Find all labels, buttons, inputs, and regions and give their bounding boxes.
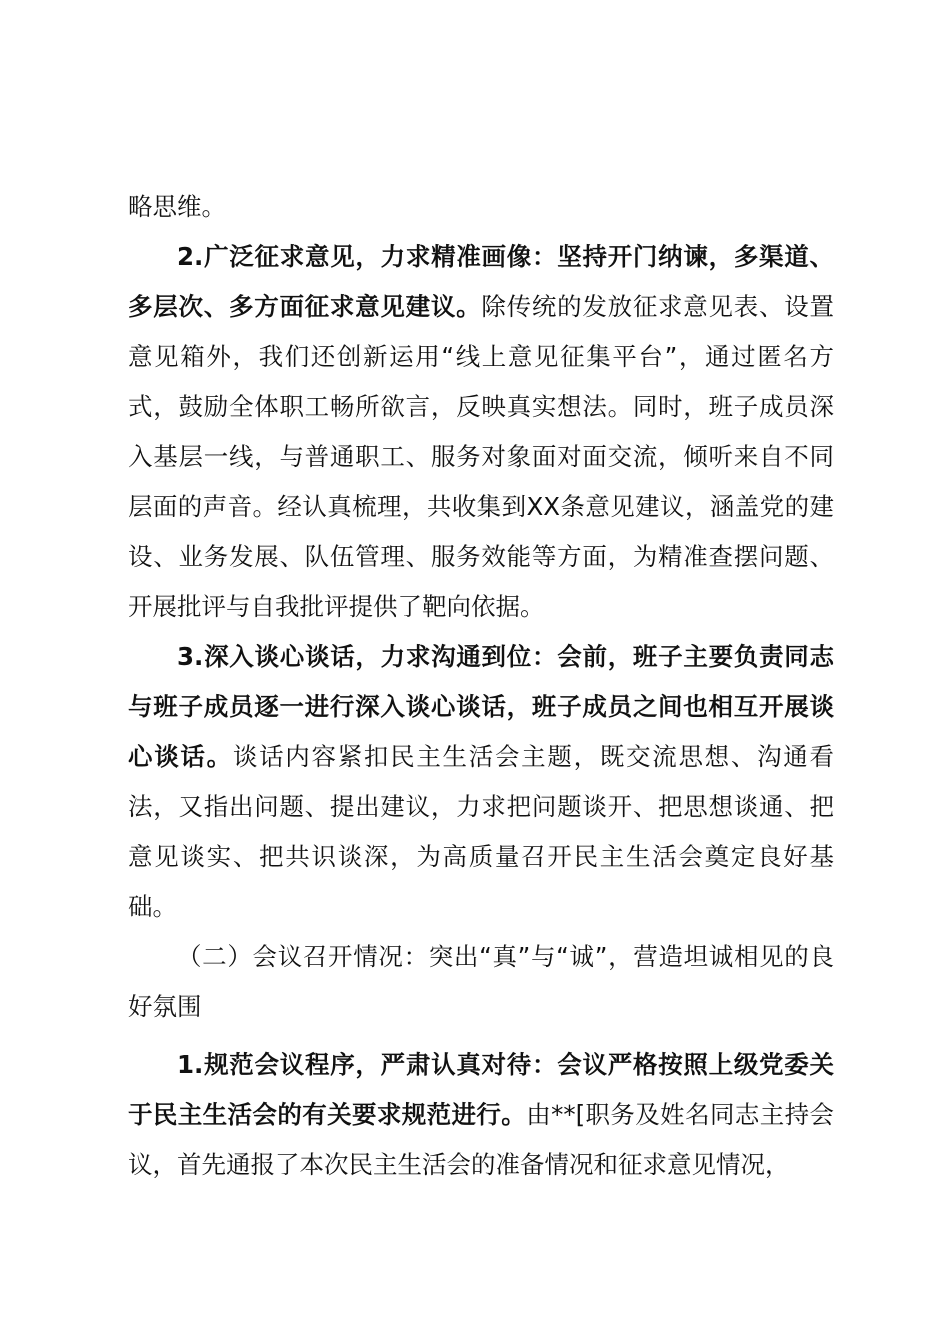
section-heading-meeting-situation [128,932,834,1032]
paragraph-continuation [128,182,834,232]
document-body [128,182,834,1190]
paragraph-text: 由**[职务及姓名同志主持会议，首先通报了本次民主生活会的准备情况和征求意见情况， [128,1100,834,1179]
paragraph-bold-lead: 2.广泛征求意见，力求精准画像：坚持开门纳谏，多渠道、多层次、多方面征求意见建议。 [128,242,834,321]
paragraph-text: 谈话内容紧扣民主生活会主题，既交流思想、沟通看法，又指出问题、提出建议，力求把问题谈开、把思想谈通、把意见谈实、把共识谈深，为高质量召开民主生活会奠定良好基础。 [128,742,835,921]
paragraph-heart-to-heart-talks [128,632,834,932]
paragraph-meeting-procedure [128,1040,834,1190]
paragraph-bold-lead: 3.深入谈心谈话，力求沟通到位：会前，班子主要负责同志与班子成员逐一进行深入谈心谈话，班子成员之间也相互开展谈心谈话。 [128,642,834,771]
paragraph-solicit-opinions [128,232,834,632]
section-heading-text: （二）会议召开情况：突出“真”与“诚”，营造坦诚相见的良好氛围 [128,942,834,1021]
paragraph-text: 略思维。 [128,192,226,221]
paragraph-text: 除传统的发放征求意见表、设置意见箱外，我们还创新运用“线上意见征集平台”，通过匿名方式，鼓励全体职工畅所欲言，反映真实想法。同时，班子成员深入基层一线，与普通职工、服务对象面对面交流，倾听来自不同层面的声音。经认真梳理，共收集到XX条意见建议，涵盖党的建设、业务发展、队伍管理、服务效能等方面，为精准查摆问题、开展批评与自我批评提供了靶向依据。 [128,292,835,621]
paragraph-bold-lead: 1.规范会议程序，严肃认真对待：会议严格按照上级党委关于民主生活会的有关要求规范进行。 [128,1050,834,1129]
